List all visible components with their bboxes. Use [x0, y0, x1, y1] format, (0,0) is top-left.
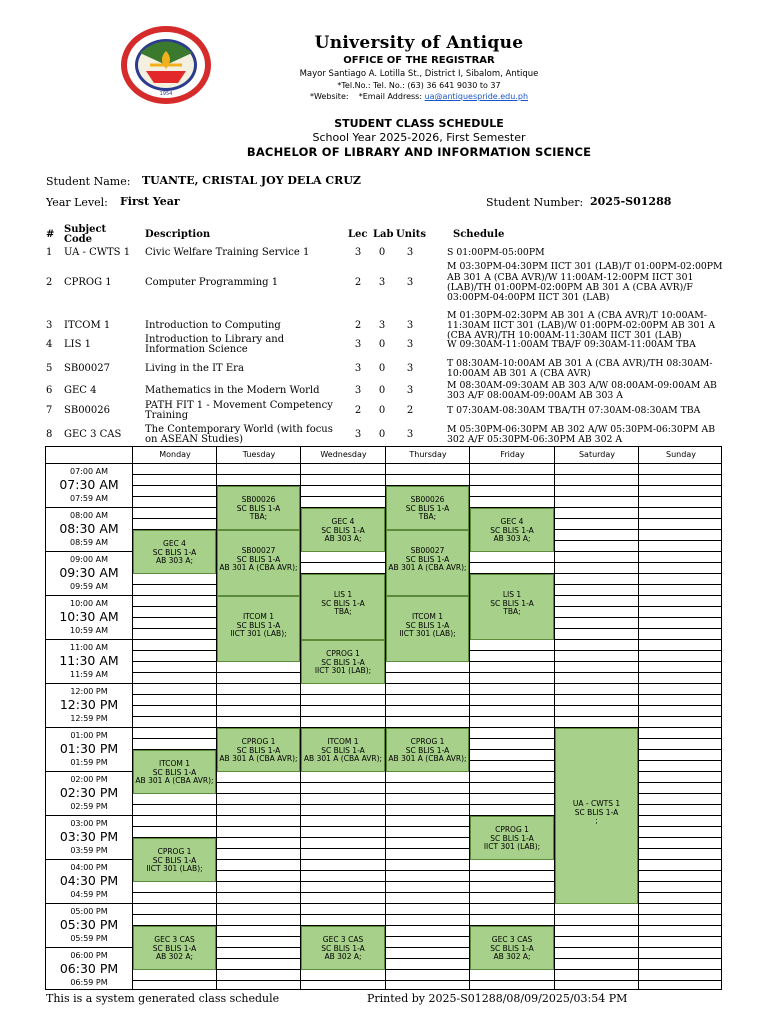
class-room: AB 302 A;	[155, 952, 194, 962]
class-code: GEC 4	[163, 539, 186, 549]
subject-lec: 3	[354, 339, 362, 350]
university-name: University of Antique	[314, 33, 524, 53]
subject-description	[145, 425, 345, 446]
class-section: SC BLIS 1-A	[321, 745, 365, 755]
subject-lec: 3	[354, 429, 362, 440]
schedule-line: M 03:30PM-04:30PM IICT 301 (LAB)/T 01:00PM-02:00PM	[447, 261, 723, 273]
class-section: SC BLIS 1-A	[236, 503, 281, 513]
schedule-line: (LAB)/TH 01:00PM-02:00PM AB 301 A (CBA AVR)/F	[447, 281, 693, 293]
university-seal-logo	[120, 25, 212, 105]
class-code: ITCOM 1	[327, 737, 359, 747]
class-room: AB 301 A (CBA AVR);	[219, 563, 298, 573]
time-label-end: 07:59 AM	[70, 494, 108, 503]
class-room: TBA;	[418, 512, 437, 522]
class-code: CPROG 1	[241, 737, 276, 747]
time-label-start: 01:00 PM	[70, 731, 108, 740]
col-schedule-header: Schedule	[453, 229, 505, 240]
class-block[interactable]	[470, 508, 554, 552]
schedule-line: T 07:30AM-08:30AM TBA/TH 07:30AM-08:30AM TBA	[447, 404, 701, 416]
schedule-line: M 01:30PM-02:30PM AB 301 A (CBA AVR)/T 10:00AM-	[447, 309, 707, 321]
grid-subline	[132, 969, 721, 970]
subject-lab: 0	[378, 247, 386, 258]
student-name: TUANTE, CRISTAL JOY DELA CRUZ	[142, 174, 361, 187]
grid-vline	[554, 463, 555, 989]
subject-schedule	[447, 381, 727, 402]
class-room: AB 303 A;	[324, 534, 362, 544]
class-room: IICT 301 (LAB);	[483, 842, 541, 852]
time-label-end: 06:59 PM	[70, 978, 108, 987]
col-units-header: Units	[396, 229, 427, 240]
subject-code: UA - CWTS 1	[64, 247, 131, 258]
class-section: SC BLIS 1-A	[321, 598, 365, 608]
class-block[interactable]	[386, 530, 469, 596]
subject-units: 3	[406, 363, 414, 374]
subject-lec: 2	[354, 277, 362, 288]
class-section: SC BLIS 1-A	[321, 943, 365, 953]
subject-schedule	[447, 262, 727, 303]
time-label-end: 09:59 AM	[70, 582, 108, 591]
subject-code: ITCOM 1	[64, 320, 111, 331]
class-code: LIS 1	[502, 590, 522, 600]
subject-lab: 0	[378, 405, 386, 416]
subject-lab: 3	[378, 277, 386, 288]
class-section: SC BLIS 1-A	[490, 598, 534, 608]
class-section: SC BLIS 1-A	[152, 547, 197, 557]
subject-code: GEC 4	[64, 385, 97, 396]
subject-code: SB00026	[64, 405, 111, 416]
subject-units: 3	[406, 320, 414, 331]
day-header-sunday: Sunday	[638, 447, 723, 463]
day-header-tuesday: Tuesday	[216, 447, 301, 463]
class-block[interactable]	[301, 574, 385, 640]
subject-schedule	[447, 425, 727, 446]
subject-schedule	[447, 340, 727, 350]
class-block[interactable]	[217, 596, 300, 662]
printed-by: Printed by 2025-S01288/08/09/2025/03:54 PM	[367, 992, 628, 1005]
time-label-end: 11:59 AM	[70, 670, 108, 679]
schedule-line: 302 A/F 05:30PM-06:30PM AB 302 A	[447, 433, 623, 445]
subject-num: 8	[46, 429, 53, 440]
time-label-mid: 03:30 PM	[59, 829, 119, 844]
class-room: AB 301 A (CBA AVR);	[388, 754, 467, 764]
subject-units: 3	[406, 429, 414, 440]
time-label-start: 08:00 AM	[70, 511, 108, 520]
subject-num: 3	[46, 320, 53, 331]
time-label-start: 09:00 AM	[70, 555, 108, 564]
class-section: SC BLIS 1-A	[405, 745, 450, 755]
class-block[interactable]	[133, 530, 216, 574]
time-label-mid: 07:30 AM	[59, 477, 119, 492]
class-block[interactable]	[133, 750, 216, 794]
grid-subline	[132, 672, 721, 673]
schedule-line: 10:00AM AB 301 A (CBA AVR)	[447, 367, 591, 379]
subject-lec: 3	[354, 363, 362, 374]
description-line: Introduction to Computing	[145, 319, 281, 331]
time-label-mid: 04:30 PM	[59, 873, 119, 888]
grid-hline	[46, 463, 721, 464]
time-label-end: 05:59 PM	[70, 934, 108, 943]
class-code: GEC 3 CAS	[491, 935, 533, 945]
time-label-start: 12:00 PM	[70, 687, 108, 696]
day-header-friday: Friday	[469, 447, 555, 463]
weekly-timetable	[45, 446, 722, 990]
class-section: SC BLIS 1-A	[490, 833, 534, 843]
subject-schedule	[447, 406, 727, 416]
description-line: Civic Welfare Training Service 1	[145, 246, 310, 258]
time-label-mid: 08:30 AM	[59, 521, 119, 536]
time-label-start: 07:00 AM	[70, 467, 108, 476]
class-code: SB00027	[241, 546, 276, 556]
class-section: SC BLIS 1-A	[321, 525, 365, 535]
subject-units: 3	[406, 277, 414, 288]
class-room: AB 303 A;	[155, 556, 194, 566]
description-line: Mathematics in the Modern World	[145, 384, 320, 396]
subject-code: SB00027	[64, 363, 111, 374]
class-block[interactable]	[386, 728, 469, 772]
class-section: SC BLIS 1-A	[405, 503, 450, 513]
subject-num: 6	[46, 385, 53, 396]
year-level-label: Year Level:	[46, 196, 108, 209]
class-section: SC BLIS 1-A	[152, 855, 197, 865]
student-number-label: Student Number:	[486, 196, 584, 209]
subject-lab: 0	[378, 385, 386, 396]
class-code: LIS 1	[333, 590, 353, 600]
time-label-mid: 10:30 AM	[59, 609, 119, 624]
class-code: ITCOM 1	[411, 612, 444, 622]
time-label-start: 11:00 AM	[70, 643, 108, 652]
grid-subline	[132, 914, 721, 915]
time-label-mid: 11:30 AM	[59, 653, 119, 668]
class-section: SC BLIS 1-A	[152, 943, 197, 953]
schedule-line: AB 301 A (CBA AVR)/W 11:00AM-12:00PM IICT 301	[447, 271, 694, 283]
subject-lab: 0	[378, 429, 386, 440]
subject-schedule	[447, 248, 727, 258]
email-label: *Email Address:	[358, 92, 423, 101]
description-line: The Contemporary World (with focus	[145, 423, 333, 435]
schedule-line: W 09:30AM-11:00AM TBA/F 09:30AM-11:00AM TBA	[447, 338, 696, 350]
grid-subline	[132, 474, 721, 475]
class-section: SC BLIS 1-A	[490, 525, 534, 535]
class-room: IICT 301 (LAB);	[399, 629, 456, 639]
description-line: Training	[145, 410, 189, 421]
time-label-mid: 12:30 PM	[59, 697, 119, 712]
class-block[interactable]	[217, 728, 300, 772]
time-label-end: 04:59 PM	[70, 890, 108, 899]
subject-description	[145, 386, 345, 397]
col-lec-header: Lec	[348, 229, 368, 240]
grid-subline	[132, 694, 721, 695]
day-header-saturday: Saturday	[554, 447, 639, 463]
time-label-end: 12:59 PM	[70, 714, 108, 723]
schedule-line: S 01:00PM-05:00PM	[447, 246, 545, 258]
svg-text:1954: 1954	[159, 91, 173, 97]
subject-code: GEC 3 CAS	[64, 429, 122, 440]
subject-lec: 2	[354, 405, 362, 416]
subject-description	[145, 278, 345, 289]
subject-num: 7	[46, 405, 53, 416]
grid-subline	[132, 705, 721, 706]
time-label-mid: 05:30 PM	[59, 917, 119, 932]
office-title: OFFICE OF THE REGISTRAR	[343, 55, 495, 66]
subject-code: CPROG 1	[64, 277, 112, 288]
year-level: First Year	[120, 195, 180, 208]
description-line: Computer Programming 1	[145, 276, 279, 288]
subject-lec: 2	[354, 320, 362, 331]
class-code: UA - CWTS 1	[572, 799, 621, 809]
class-block[interactable]	[301, 508, 385, 552]
schedule-line: M 05:30PM-06:30PM AB 302 A/W 05:30PM-06:30PM AB	[447, 423, 716, 435]
time-label-end: 10:59 AM	[70, 626, 108, 635]
subject-lab: 0	[378, 339, 386, 350]
website-email-line	[250, 92, 588, 101]
day-header-monday: Monday	[132, 447, 217, 463]
class-section: SC BLIS 1-A	[405, 620, 450, 630]
col-lab-header: Lab	[373, 229, 394, 240]
class-section: SC BLIS 1-A	[321, 657, 365, 667]
class-room: AB 301 A (CBA AVR);	[135, 776, 214, 786]
schedule-line: 03:00PM-04:00PM IICT 301 (LAB)	[447, 292, 610, 304]
class-room: ;	[595, 816, 598, 826]
grid-subline	[132, 716, 721, 717]
class-block[interactable]	[301, 728, 385, 772]
class-code: CPROG 1	[326, 649, 360, 659]
col-code-header: Subject Code	[64, 224, 107, 245]
class-room: AB 301 A (CBA AVR);	[303, 754, 383, 764]
class-block[interactable]	[217, 486, 300, 530]
col-num-header: #	[46, 229, 55, 240]
class-room: AB 302 A;	[493, 952, 531, 962]
time-label-end: 01:59 PM	[70, 758, 108, 767]
address: Mayor Santiago A. Lotilla St., District I, Sibalom, Antique	[299, 69, 539, 79]
subject-description	[145, 321, 345, 332]
subject-units: 3	[406, 339, 414, 350]
class-section: SC BLIS 1-A	[574, 807, 619, 817]
schedule-line: 11:30AM IICT 301 (LAB)/W 01:00PM-02:00PM AB 301 A	[447, 319, 716, 331]
class-block[interactable]	[133, 838, 216, 882]
class-block[interactable]	[470, 816, 554, 860]
class-block[interactable]	[386, 486, 469, 530]
program-name: BACHELOR OF LIBRARY AND INFORMATION SCIENCE	[246, 145, 592, 159]
day-header-thursday: Thursday	[385, 447, 470, 463]
class-room: TBA;	[503, 607, 521, 617]
class-room: AB 301 A (CBA AVR);	[388, 563, 467, 573]
class-room: AB 302 A;	[324, 952, 362, 962]
description-line: Introduction to Library and	[145, 333, 285, 345]
subject-num: 4	[46, 339, 53, 350]
subject-num: 2	[46, 277, 53, 288]
subject-lec: 3	[354, 385, 362, 396]
telephone: *Tel.No.: Tel. No.: (63) 36 641 9030 to 37	[337, 81, 501, 90]
class-code: CPROG 1	[495, 825, 529, 835]
class-code: ITCOM 1	[158, 759, 191, 769]
class-room: TBA;	[334, 607, 352, 617]
description-line: PATH FIT 1 - Movement Competency	[145, 399, 333, 411]
subject-description	[145, 364, 345, 375]
time-label-start: 04:00 PM	[70, 863, 108, 872]
grid-subline	[132, 925, 721, 926]
grid-vline	[638, 463, 639, 989]
time-label-mid: 06:30 PM	[59, 961, 119, 976]
subject-units: 3	[406, 385, 414, 396]
student-number: 2025-S01288	[590, 195, 672, 208]
time-label-mid: 01:30 PM	[59, 741, 119, 756]
class-code: CPROG 1	[410, 737, 445, 747]
email-link[interactable]: ua@antiquespride.edu.ph	[424, 92, 529, 101]
time-label-mid: 02:30 PM	[59, 785, 119, 800]
footer-note: This is a system generated class schedule	[46, 992, 280, 1005]
class-block[interactable]	[555, 728, 638, 904]
day-header-wednesday: Wednesday	[300, 447, 386, 463]
class-code: CPROG 1	[157, 847, 192, 857]
subject-num: 5	[46, 363, 53, 374]
class-section: SC BLIS 1-A	[405, 554, 450, 564]
class-room: TBA;	[249, 512, 268, 522]
time-label-start: 06:00 PM	[70, 951, 108, 960]
grid-subline	[132, 980, 721, 981]
subject-num: 1	[46, 247, 53, 258]
class-block[interactable]	[470, 574, 554, 640]
subject-description	[145, 335, 345, 356]
time-label-end: 03:59 PM	[70, 846, 108, 855]
time-label-start: 03:00 PM	[70, 819, 108, 828]
schedule-line: (CBA AVR)/TH 10:00AM-11:30AM IICT 301 (LAB)	[447, 330, 682, 342]
subject-code: LIS 1	[64, 339, 91, 350]
subject-lab: 3	[378, 320, 386, 331]
col-description-header: Description	[145, 229, 211, 240]
time-label-end: 08:59 AM	[70, 538, 108, 547]
class-section: SC BLIS 1-A	[236, 745, 281, 755]
class-code: GEC 3 CAS	[322, 935, 364, 945]
class-section: SC BLIS 1-A	[152, 767, 197, 777]
class-room: AB 301 A (CBA AVR);	[219, 754, 298, 764]
time-label-mid: 09:30 AM	[59, 565, 119, 580]
class-code: GEC 4	[500, 517, 524, 527]
class-block[interactable]	[217, 530, 300, 596]
subject-units: 3	[406, 247, 414, 258]
class-code: SB00026	[410, 495, 445, 505]
time-label-start: 10:00 AM	[70, 599, 108, 608]
class-room: AB 303 A;	[493, 534, 531, 544]
schedule-line: T 08:30AM-10:00AM AB 301 A (CBA AVR)/TH 08:30AM-	[447, 357, 713, 369]
class-code: SB00027	[410, 546, 445, 556]
time-label-end: 02:59 PM	[70, 802, 108, 811]
class-room: IICT 301 (LAB);	[146, 864, 203, 874]
schedule-line: 303 A/F 08:00AM-09:00AM AB 303 A	[447, 389, 624, 401]
class-block[interactable]	[301, 640, 385, 684]
student-name-label: Student Name:	[46, 175, 131, 188]
class-block[interactable]	[386, 596, 469, 662]
subject-description	[145, 248, 345, 259]
grid-subline	[132, 958, 721, 959]
class-section: SC BLIS 1-A	[236, 554, 281, 564]
class-room: IICT 301 (LAB);	[314, 666, 372, 676]
schedule-line: M 08:30AM-09:30AM AB 303 A/W 08:00AM-09:00AM AB	[447, 379, 717, 391]
description-line: on ASEAN Studies)	[145, 434, 244, 445]
subject-lec: 3	[354, 247, 362, 258]
class-section: SC BLIS 1-A	[236, 620, 281, 630]
time-label-start: 05:00 PM	[70, 907, 108, 916]
subject-units: 2	[406, 405, 414, 416]
subject-schedule	[447, 311, 727, 342]
description-line: Information Science	[145, 344, 248, 355]
class-code: GEC 4	[331, 517, 355, 527]
class-room: IICT 301 (LAB);	[230, 629, 287, 639]
description-line: Living in the IT Era	[145, 362, 244, 374]
subject-lab: 0	[378, 363, 386, 374]
subject-description	[145, 401, 345, 422]
subject-schedule	[447, 359, 727, 380]
class-block[interactable]	[470, 926, 554, 970]
grid-subline	[132, 936, 721, 937]
time-label-start: 02:00 PM	[70, 775, 108, 784]
class-code: ITCOM 1	[242, 612, 275, 622]
school-year: School Year 2025-2026, First Semester	[312, 131, 526, 144]
website-label: *Website:	[309, 92, 349, 101]
class-block[interactable]	[133, 926, 216, 970]
class-code: SB00026	[241, 495, 276, 505]
class-block[interactable]	[301, 926, 385, 970]
class-section: SC BLIS 1-A	[490, 943, 534, 953]
class-code: GEC 3 CAS	[154, 935, 195, 945]
schedule-heading: STUDENT CLASS SCHEDULE	[334, 117, 504, 130]
